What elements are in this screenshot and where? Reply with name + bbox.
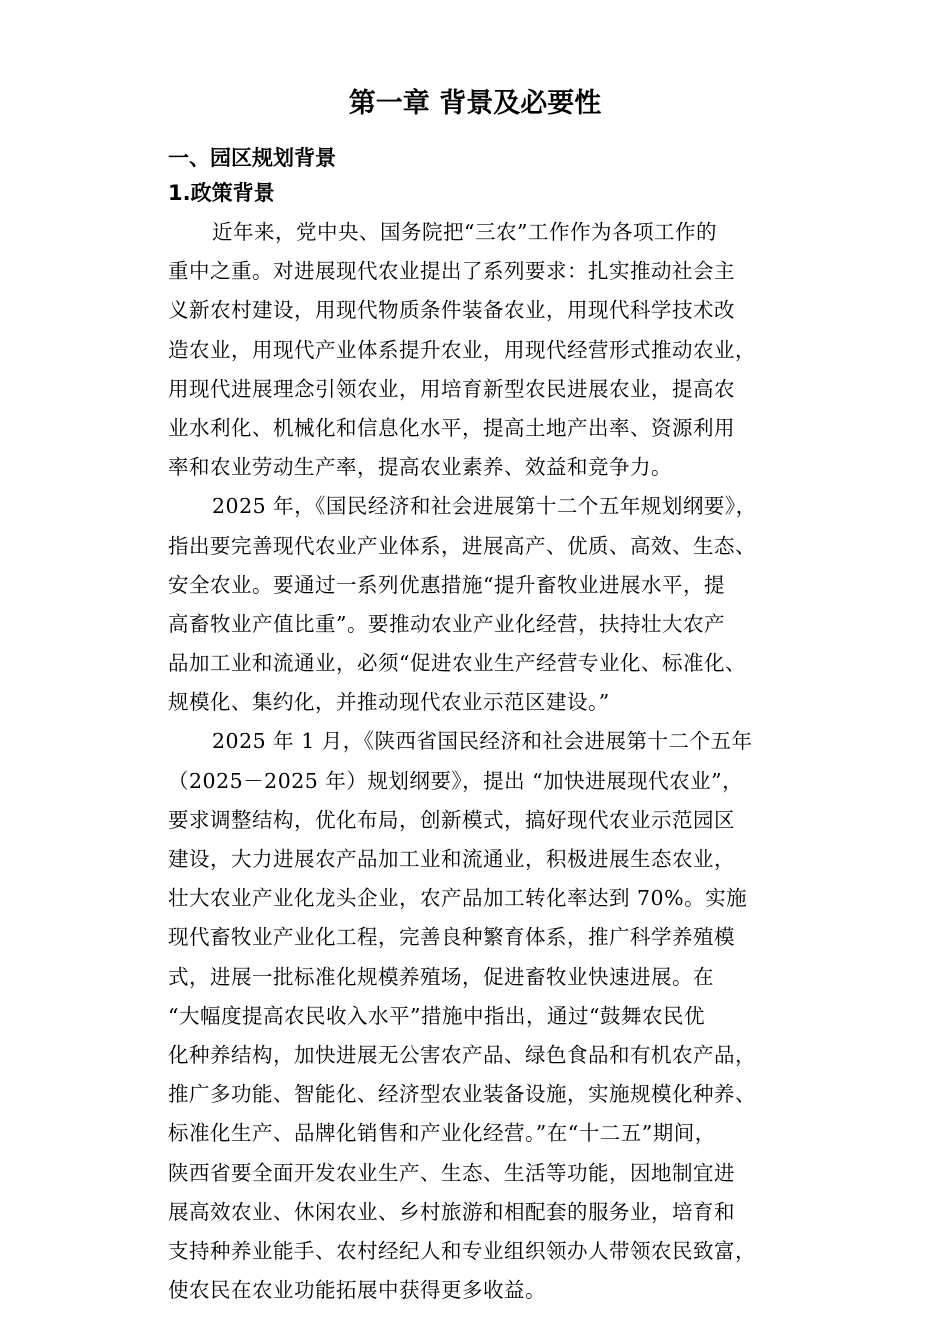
section-heading: 一、园区规划背景 <box>168 146 336 170</box>
text-line: 化种养结构，加快进展无公害农产品、绿色食品和有机农产品， <box>168 1042 756 1067</box>
text-line: 2025 年 1 月，《陕西省国民经济和社会进展第十二个五年 <box>212 729 753 754</box>
subsection-heading: 1.政策背景 <box>168 181 275 205</box>
text-line: 规模化、集约化，并推动现代农业示范区建设。” <box>168 690 610 715</box>
text-line: 使农民在农业功能拓展中获得更多收益。 <box>168 1278 546 1303</box>
text-line: 展高效农业、休闲农业、乡村旅游和相配套的服务业，培育和 <box>168 1199 735 1224</box>
text-line: 造农业，用现代产业体系提升农业，用现代经营形式推动农业， <box>168 337 756 362</box>
text-line: 推广多功能、智能化、经济型农业装备设施，实施规模化种养、 <box>168 1082 756 1107</box>
text-line: 2025 年，《国民经济和社会进展第十二个五年规划纲要》， <box>212 494 757 519</box>
text-line: 标准化生产、品牌化销售和产业化经营。”在“十二五”期间， <box>168 1121 716 1146</box>
text-line: 要求调整结构，优化布局，创新模式，搞好现代农业示范园区 <box>168 807 735 832</box>
text-line: （2025－2025 年）规划纲要》，提出 “加快进展现代农业”， <box>168 768 744 793</box>
text-line: 建设，大力进展农产品加工业和流通业，积极进展生态农业， <box>168 847 735 871</box>
text-line: 支持种养业能手、农村经纪人和专业组织领办人带领农民致富， <box>168 1238 756 1263</box>
body-text <box>168 213 848 1310</box>
text-line: 指出要完善现代农业产业体系，进展高产、优质、高效、生态、 <box>168 533 756 558</box>
text-line: “大幅度提高农民收入水平”措施中指出，通过“鼓舞农民优 <box>168 1003 705 1028</box>
text-line: 近年来，党中央、国务院把“三农”工作作为各项工作的 <box>212 220 717 244</box>
text-line: 义新农村建设，用现代物质条件装备农业，用现代科学技术改 <box>168 298 735 323</box>
text-line: 陕西省要全面开发农业生产、生态、生活等功能，因地制宜进 <box>168 1160 735 1185</box>
text-line: 率和农业劳动生产率，提高农业素养、效益和竞争力。 <box>168 455 672 480</box>
text-line: 重中之重。对进展现代农业提出了系列要求：扎实推动社会主 <box>168 259 735 284</box>
text-line: 壮大农业产业化龙头企业，农产品加工转化率达到 70%。实施 <box>168 886 748 911</box>
chapter-title: 第一章 背景及必要性 <box>348 88 602 119</box>
text-line: 现代畜牧业产业化工程，完善良种繁育体系，推广科学养殖模 <box>168 925 735 950</box>
text-line: 安全农业。要通过一系列优惠措施“提升畜牧业进展水平，提 <box>168 572 725 597</box>
text-line: 业水利化、机械化和信息化水平，提高土地产出率、资源利用 <box>168 415 735 440</box>
text-line: 品加工业和流通业，必须“促进农业生产经营专业化、标准化、 <box>168 651 746 676</box>
text-line: 式，进展一批标准化规模养殖场，促进畜牧业快速进展。在 <box>168 964 714 989</box>
text-line: 高畜牧业产值比重”。要推动农业产业化经营，扶持壮大农产 <box>168 611 725 636</box>
text-line: 用现代进展理念引领农业，用培育新型农民进展农业，提高农 <box>168 376 735 401</box>
